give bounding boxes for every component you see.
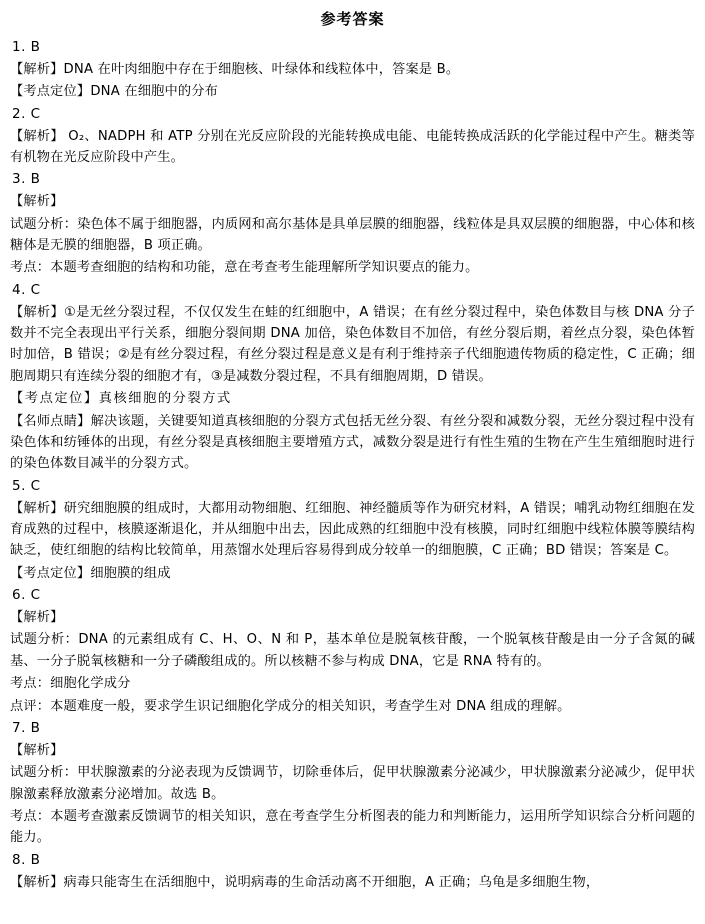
answer-block bbox=[10, 718, 695, 849]
answer-line: 【名师点睛】解决该题，关键要知道真核细胞的分裂方式包括无丝分裂、有丝分裂和减数分裂，无丝分裂过程中没有染色体和纺锤体的出现，有丝分裂是真核细胞主要增殖方式，减数分裂是进行有性生殖的生物在产生生殖细胞时进行的染色体数目减半的分裂方式。 bbox=[10, 413, 695, 472]
question-number: 4. C bbox=[12, 281, 41, 298]
answer-block bbox=[10, 169, 695, 278]
answer-line: 【解析】 bbox=[10, 194, 64, 210]
answer-line: 试题分析：DNA 的元素组成有 C、H、O、N 和 P，基本单位是脱氧核苷酸，一个脱氧核苷酸是由一分子含氮的碱基、一分子脱氧核糖和一分子磷酸组成的。所以核糖不参与构成 DNA，它是 RNA 特有的。 bbox=[10, 632, 695, 669]
question-number: 1. B bbox=[12, 39, 41, 55]
question-number: 2. C bbox=[12, 105, 41, 122]
answer-line: 【解析】DNA 在叶肉细胞中存在于细胞核、叶绿体和线粒体中，答案是 B。 bbox=[10, 61, 460, 77]
answer-line: 试题分析：甲状腺激素的分泌表现为反馈调节，切除垂体后，促甲状腺激素分泌减少，甲状腺激素分泌减少，促甲状腺激素释放激素分泌增加。故选 B。 bbox=[10, 765, 695, 802]
answer-line: 【解析】病毒只能寄生在活细胞中，说明病毒的生命活动离不开细胞，A 正确；乌龟是多细胞生物， bbox=[10, 874, 600, 890]
answer-line: 【考点定位】真核细胞的分裂方式 bbox=[10, 391, 232, 407]
answer-line: 考点：本题考查激素反馈调节的相关知识，意在考查学生分析图表的能力和判断能力，运用所学知识综合分析问题的能力。 bbox=[10, 808, 695, 846]
answer-line: 【解析】研究细胞膜的组成时，大都用动物细胞、红细胞、神经髓质等作为研究材料，A 错误；哺乳动物红细胞在发育成熟的过程中，核膜逐渐退化，并从细胞中出去，因此成熟的红细胞中没有核膜，同时红细胞中线粒体膜等膜结构缺乏，使红细胞的结构比较简单，用蒸馏水处理后容易得到成分较单一的细胞膜，C 正确；BD 错误；答案是 C。 bbox=[10, 500, 695, 559]
question-number: 6. C bbox=[12, 587, 41, 604]
answer-line: 考点：本题考查细胞的结构和功能，意在考查考生能理解所学知识要点的能力。 bbox=[10, 260, 479, 276]
answer-line: 【解析】 bbox=[10, 742, 64, 758]
answer-line: 考点：细胞化学成分 bbox=[10, 676, 131, 692]
question-number: 3. B bbox=[12, 171, 41, 188]
answer-line: 【解析】 bbox=[10, 610, 64, 626]
page-title: 参考答案 bbox=[320, 10, 385, 28]
answer-line: 【解析】 O₂、NADPH 和 ATP 分别在光反应阶段的光能转换成电能、电能转换成活跃的化学能过程中产生。糖类等有机物在光反应阶段中产生。 bbox=[10, 128, 695, 165]
answer-block bbox=[10, 280, 695, 475]
answer-block bbox=[10, 850, 695, 893]
question-number: 5. C bbox=[12, 477, 41, 494]
answer-line: 试题分析：染色体不属于细胞器，内质网和高尔基体是具单层膜的细胞器，线粒体是具双层膜的细胞器，中心体和核糖体是无膜的细胞器，B 项正确。 bbox=[10, 216, 695, 254]
answer-line: 【考点定位】细胞膜的组成 bbox=[10, 565, 171, 581]
answer-block bbox=[10, 585, 695, 717]
answer-line: 【解析】①是无丝分裂过程，不仅仅发生在蛙的红细胞中，A 错误；在有丝分裂过程中，染色体数目与核 DNA 分子数并不完全表现出平行关系，细胞分裂间期 DNA 加倍，染色体数目不加倍，有丝分裂后期，着丝点分裂，染色体暂时加倍，B 错误；②是有丝分裂过程，有丝分裂过程是意义是有利于维持亲子代细胞遗传物质的稳定性，C 正确；细胞周期只有连续分裂的细胞才有，③是减数分裂过程，不具有细胞周期，D 错误。 bbox=[10, 304, 695, 384]
question-number: 8. B bbox=[12, 851, 41, 868]
answer-line: 【考点定位】DNA 在细胞中的分布 bbox=[10, 84, 219, 100]
question-number: 7. B bbox=[12, 719, 41, 736]
answer-block bbox=[10, 37, 695, 103]
answer-block bbox=[10, 104, 695, 169]
answer-line: 点评：本题难度一般，要求学生识记细胞化学成分的相关知识，考查学生对 DNA 组成的理解。 bbox=[10, 698, 571, 714]
answer-block bbox=[10, 476, 695, 584]
